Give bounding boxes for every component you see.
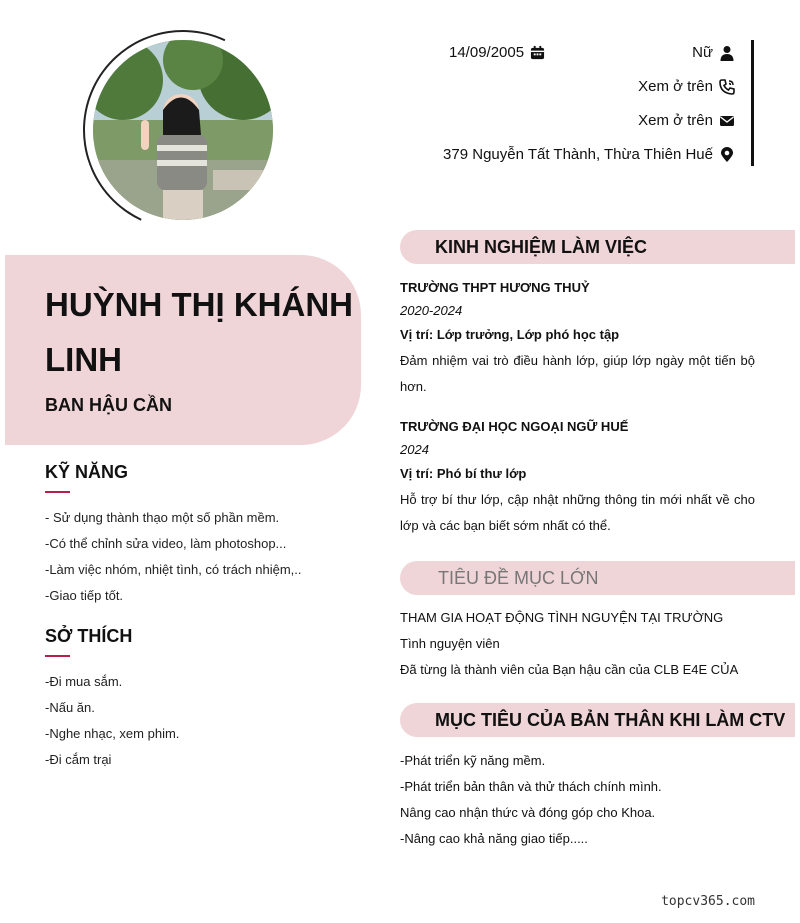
- hobbies-divider: [45, 655, 70, 657]
- gender-value: Nữ: [692, 44, 713, 61]
- experience-period: 2020-2024: [400, 303, 463, 318]
- email-row: [638, 112, 735, 129]
- email-value: Xem ở trên: [638, 112, 713, 129]
- skills-title: KỸ NĂNG: [45, 462, 129, 482]
- objective-line: -Nâng cao khả năng giao tiếp.....: [400, 831, 588, 846]
- skill-item: -Giao tiếp tốt.: [45, 588, 124, 603]
- experience-org: TRƯỜNG ĐẠI HỌC NGOẠI NGỮ HUẾ: [400, 419, 629, 434]
- custom-section-line: Tình nguyện viên: [400, 636, 500, 651]
- experience-org: TRƯỜNG THPT HƯƠNG THUỶ: [400, 280, 590, 295]
- objective-body: [400, 748, 755, 852]
- experience-header: [400, 230, 795, 264]
- envelope-icon: [719, 113, 735, 129]
- name-card: [5, 255, 361, 445]
- custom-section-body: [400, 605, 755, 683]
- hobby-item: -Đi cắm trại: [45, 752, 112, 767]
- objective-line: -Phát triển bản thân và thử thách chính mình.: [400, 779, 662, 794]
- skill-item: -Có thể chỉnh sửa video, làm photoshop...: [45, 536, 287, 551]
- hobby-item: -Đi mua sắm.: [45, 674, 123, 689]
- hobbies-title: SỞ THÍCH: [45, 626, 133, 646]
- full-name: HUỲNH THỊ KHÁNH LINH: [45, 286, 353, 378]
- custom-section-line: Đã từng là thành viên của Bạn hậu cần của CLB E4E CỦA: [400, 662, 739, 677]
- person-icon: [719, 45, 735, 61]
- avatar-photo: [93, 40, 273, 220]
- phone-row: [638, 78, 735, 95]
- objective-header: [400, 703, 795, 737]
- experience-period: 2024: [400, 442, 429, 457]
- experience-desc: Đảm nhiệm vai trò điều hành lớp, giúp lớp ngày một tiến bộ hơn.: [400, 353, 755, 394]
- dob-value: 14/09/2005: [449, 44, 525, 61]
- contact-info: [394, 40, 754, 166]
- experience-position: Vị trí: Lớp trưởng, Lớp phó học tập: [400, 327, 620, 342]
- hobby-item: -Nấu ăn.: [45, 700, 95, 715]
- role-title: BAN HẬU CẦN: [45, 395, 172, 415]
- location-pin-icon: [719, 147, 735, 163]
- experience-entry: [400, 415, 755, 539]
- calendar-icon: [530, 45, 545, 60]
- phone-icon: [719, 79, 735, 95]
- objective-line: Nâng cao nhận thức và đóng góp cho Khoa.: [400, 805, 656, 820]
- gender-row: [692, 44, 735, 61]
- objective-line: -Phát triển kỹ năng mềm.: [400, 753, 546, 768]
- hobbies-section: [45, 626, 345, 773]
- skills-section: [45, 462, 345, 609]
- avatar: [93, 40, 273, 220]
- address-value: 379 Nguyễn Tất Thành, Thừa Thiên Huế: [443, 146, 713, 163]
- dob-row: [449, 44, 545, 61]
- hobby-item: -Nghe nhạc, xem phim.: [45, 726, 180, 741]
- objective-title: MỤC TIÊU CỦA BẢN THÂN KHI LÀM CTV: [435, 710, 786, 730]
- experience-position: Vị trí: Phó bí thư lớp: [400, 466, 527, 481]
- phone-value: Xem ở trên: [638, 78, 713, 95]
- experience-title: KINH NGHIỆM LÀM VIỆC: [435, 237, 648, 257]
- address-row: [443, 146, 735, 163]
- experience-entry: [400, 276, 755, 400]
- skill-item: -Làm việc nhóm, nhiệt tình, có trách nhiệm,..: [45, 562, 302, 577]
- skill-item: - Sử dụng thành thạo một số phần mềm.: [45, 510, 280, 525]
- skills-divider: [45, 491, 70, 493]
- experience-desc: Hỗ trợ bí thư lớp, cập nhật những thông tin mới nhất về cho lớp và các bạn biết sớm nhất có thể.: [400, 492, 755, 533]
- custom-section-header: [400, 561, 795, 595]
- watermark: topcv365.com: [661, 894, 755, 909]
- custom-section-line: THAM GIA HOẠT ĐỘNG TÌNH NGUYỆN TẠI TRƯỜNG: [400, 610, 724, 625]
- custom-section-title: TIÊU ĐỀ MỤC LỚN: [438, 568, 599, 588]
